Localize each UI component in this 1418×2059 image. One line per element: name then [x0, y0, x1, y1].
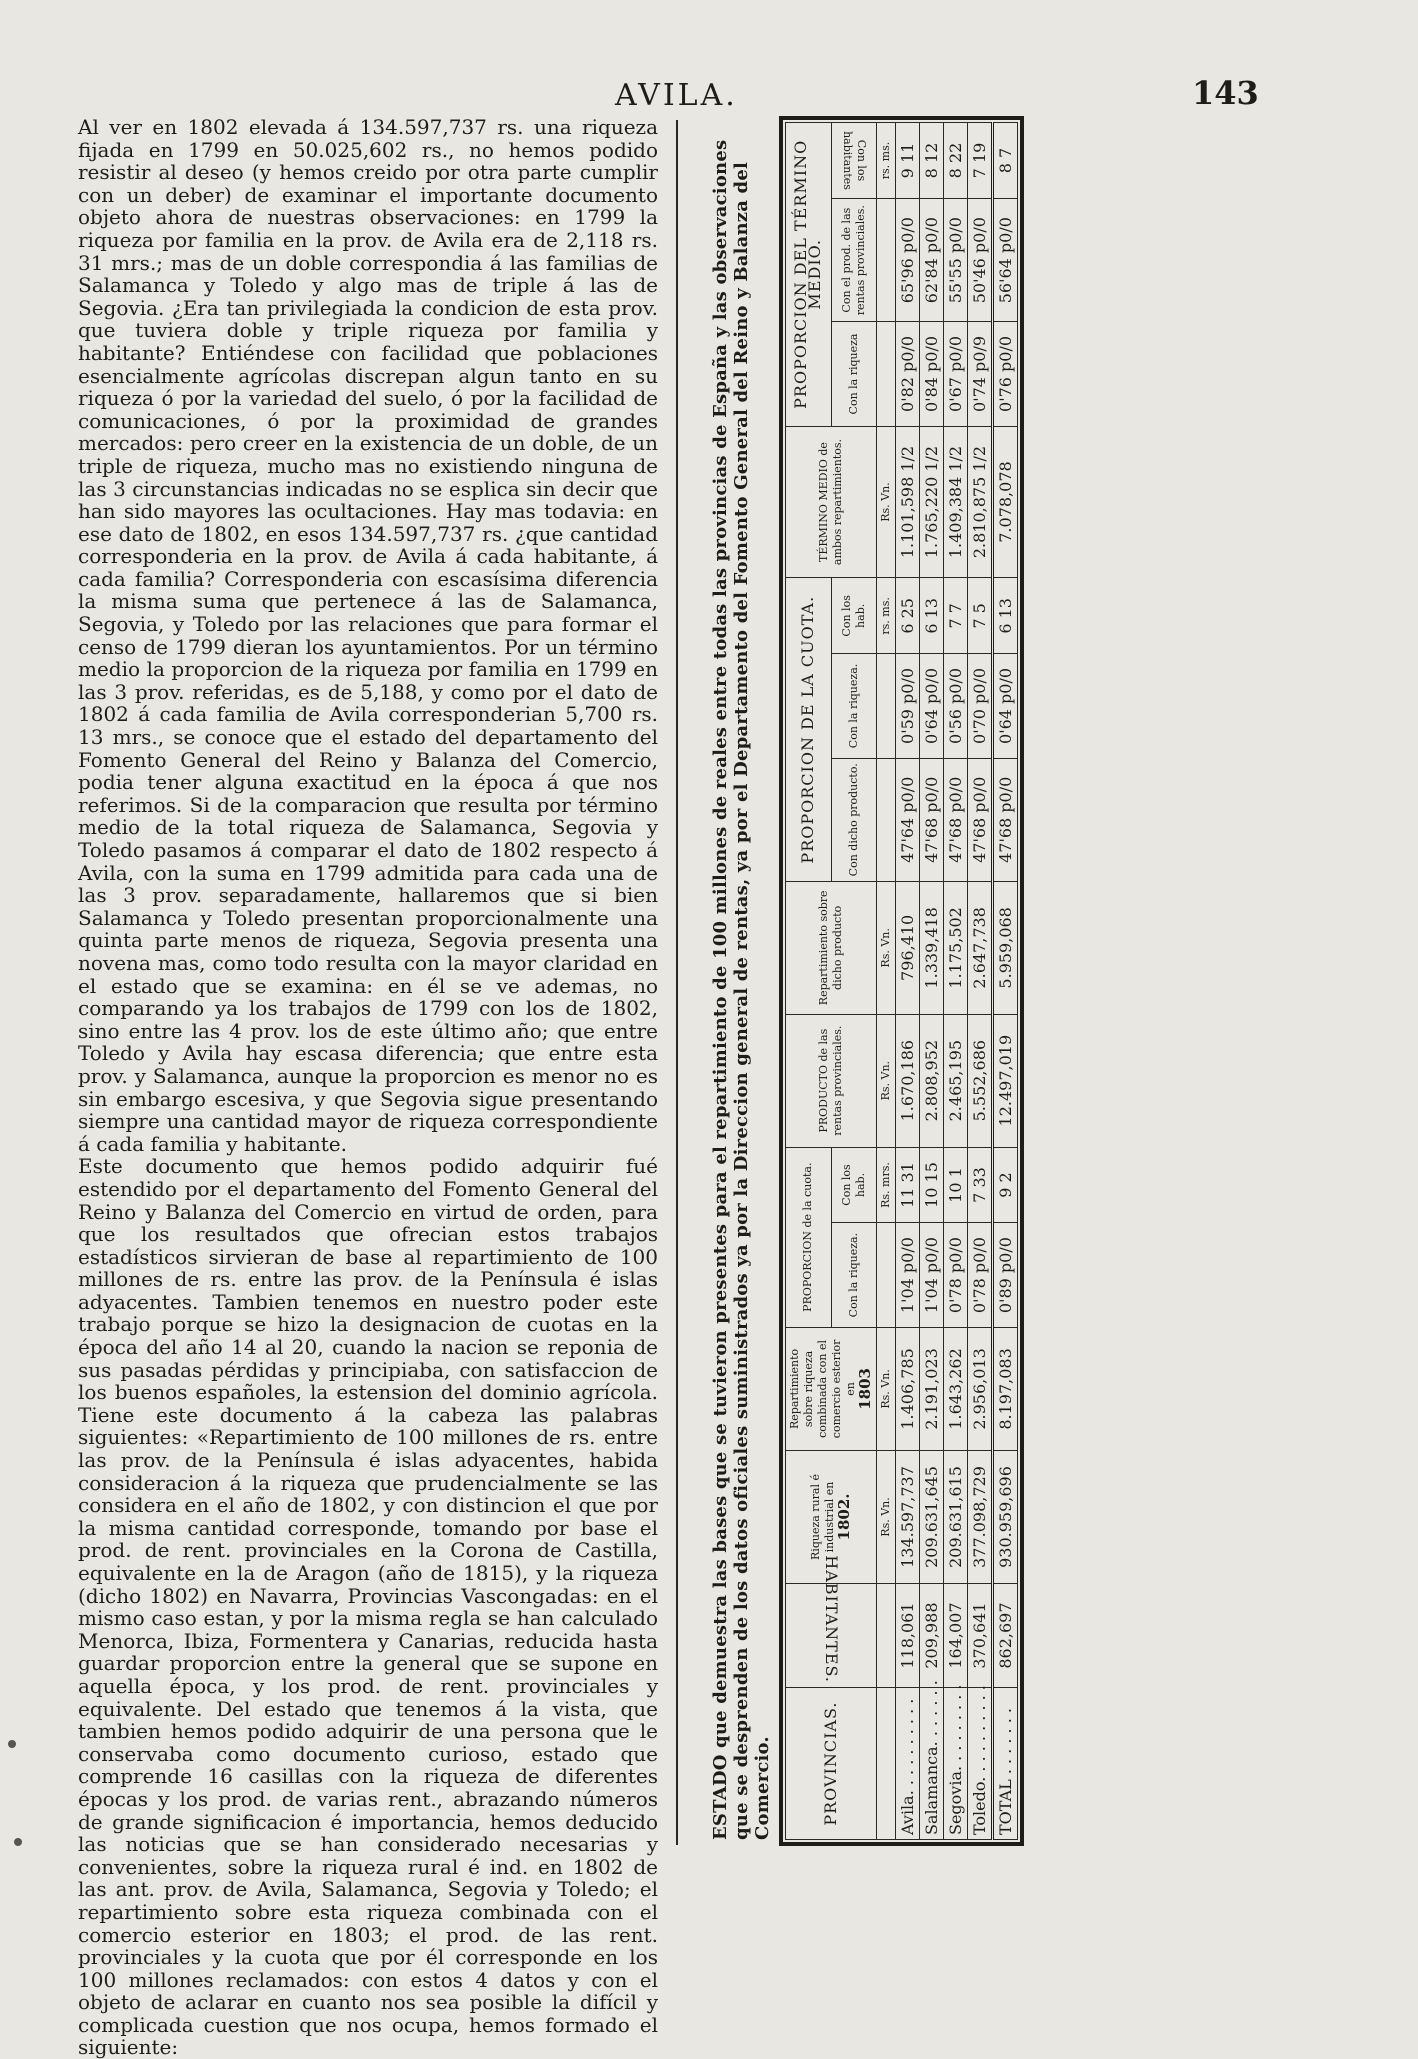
units-row [877, 123, 896, 1840]
cell-d1: 0'74 p0/9 [968, 322, 993, 426]
cell-ph: 10 1 [944, 1147, 968, 1223]
cell-c3: 6 13 [920, 578, 944, 654]
col-prop-termino: PROPORCION DEL TÉRMINO MEDIO. [786, 123, 832, 427]
margin-dot [14, 1838, 22, 1846]
cell-prov: Avila. . . . . . . . . . [896, 1688, 920, 1840]
cell-rp: 5.959,068 [993, 881, 1018, 1014]
cell-ph: 11 31 [896, 1147, 920, 1223]
cell-pr: 0'89 p0/0 [993, 1223, 1018, 1327]
cell-pr: 1'04 p0/0 [920, 1223, 944, 1327]
cell-prod: 5.552,686 [968, 1014, 993, 1147]
cell-d3: 7 19 [968, 123, 993, 199]
cell-d1: 0'82 p0/0 [896, 322, 920, 426]
cell-tm: 1.409,384 1/2 [944, 426, 968, 578]
cell-pr: 1'04 p0/0 [896, 1223, 920, 1327]
unit: Rs. Vn. [877, 1451, 896, 1584]
cell-c1: 47'68 p0/0 [968, 758, 993, 881]
cell-d3: 8 7 [993, 123, 1018, 199]
col-provincias: PROVINCIAS. [786, 1688, 877, 1840]
cell-riq: 930.959,696 [993, 1451, 1018, 1584]
table-row [968, 123, 993, 1840]
cell-c2: 0'70 p0/0 [968, 654, 993, 758]
cell-d2: 56'64 p0/0 [993, 199, 1018, 322]
cell-riq: 209.631,615 [944, 1451, 968, 1584]
cell-rp: 796,410 [896, 881, 920, 1014]
cell-ph: 9 2 [993, 1147, 1018, 1223]
cell-hab: 862,697 [993, 1583, 1018, 1687]
cell-rep: 2.956,013 [968, 1327, 993, 1450]
col-prop-cuota-b: PROPORCION DE LA CUOTA. [786, 578, 832, 882]
unit: Rs. mrs. [877, 1147, 896, 1223]
table-title: ESTADO que demuestra las bases que se tuvieron presentes para el repartimiento de 100 millones de reales entre todas las provincias de España y las observaciones que se desprenden de los datos oficiales suministrados ya por la Direccion general de rentas, ya por el Departamento del Fomento General del Reino y Balanza del Comercio. [710, 139, 773, 1840]
sub-con-riqueza-a: Con la riqueza. [831, 1223, 877, 1327]
col-reparto-producto: Repartimiento sobre dicho producto [786, 881, 877, 1014]
sub-con-riqueza-b: Con la riqueza. [831, 654, 877, 758]
table-row [896, 123, 920, 1840]
cell-prov: Toledo. . . . . . . . . . [968, 1688, 993, 1840]
cell-rep: 8.197,083 [993, 1327, 1018, 1450]
cell-tm: 1.101,598 1/2 [896, 426, 920, 578]
cell-c3: 7 7 [944, 578, 968, 654]
cell-d1: 0'76 p0/0 [993, 322, 1018, 426]
col-riqueza: Riqueza rural é industrial en 1802. [786, 1451, 877, 1584]
sub-con-dicho: Con dicho producto. [831, 758, 877, 881]
page-header-title: AVILA. [615, 78, 738, 113]
cell-c2: 0'56 p0/0 [944, 654, 968, 758]
margin-dot [8, 1740, 16, 1748]
col-reparto-1803: Repartimiento sobre riqueza combinada con el comercio esterior en 1803 [786, 1327, 877, 1450]
total-row [993, 123, 1018, 1840]
cell-rep: 1.643,262 [944, 1327, 968, 1450]
cell-d2: 55'55 p0/0 [944, 199, 968, 322]
cell-hab: 209,988 [920, 1583, 944, 1687]
cell-c1: 47'68 p0/0 [920, 758, 944, 881]
col-prop-cuota-a: PROPORCION de la cuota. [786, 1147, 832, 1327]
cell-tm: 1.765,220 1/2 [920, 426, 944, 578]
sub-con-hab-b: Con los hab. [831, 578, 877, 654]
cell-tm: 2.810,875 1/2 [968, 426, 993, 578]
col-termino: TÉRMINO MEDIO de ambos repartimientos. [786, 426, 877, 578]
cell-c3: 6 25 [896, 578, 920, 654]
cell-prov: Segovia. . . . . . . . . [944, 1688, 968, 1840]
body-text-column: Al ver en 1802 elevada á 134.597,737 rs. una riqueza fijada en 1799 en 50.025,602 rs., no hemos podido resistir al deseo (y hemos creido por otra parte cumplir con un deber) de examinar el importante documento objeto ahora de nuestras observaciones: en 1799 la riqueza por familia en la prov. de Avila era de 2,118 rs. 31 mrs.; mas de un doble correspondia á las familias de Salamanca y Toledo y algo mas de triple á las de Segovia. ¿Era tan privilegiada la condicion de esta prov. que tuviera doble y triple riqueza por familia y habitante? Entiéndese con facilidad que poblaciones esencialmente agrícolas discrepan algun tanto en su riqueza ó por la variedad del suelo, ó por la facilidad de comunicaciones, ó por la proximidad de grandes mercados: pero creer en la existencia de un doble, de un triple de riqueza, mucho mas no existiendo ninguna de las 3 circunstancias indicadas no se esplica sin decir que han sido mayores las ocultaciones. Hay mas todavia: en ese dato de 1802, en esos 134.597,737 rs. ¿que cantidad corresponderia en la prov. de Avila á cada habitante, á cada familia? Corresponderia con escasísima diferencia la misma suma que pertenece á las de Salamanca, Segovia, y Toledo por las relaciones que para formar el censo de 1799 dieran los ayuntamientos. Por un término medio la proporcion de la riqueza por familia en 1799 en las 3 prov. referidas, es de 5,188, y como por el dato de 1802 á cada familia de Avila corresponderian 5,700 rs. 13 mrs., se conoce que el estado del departamento del Fomento General del Reino y Balanza del Comercio, podia tener alguna exactitud en la época á que nos referimos. Si de la comparacion que resulta por término medio de la total riqueza de Salamanca, Segovia y Toledo pasamos á comparar el dato de 1802 respecto á Avila, con la suma en 1799 admitida para cada una de las 3 prov. separadamente, hallaremos que si bien Salamanca y Toledo presentan proporcionalmente una quinta parte menos de riqueza, Segovia presenta una novena mas, como todo resulta con la mayor claridad en el estado que se examina: en él se ve ademas, no comparando ya los trabajos de 1799 con los de 1802, sino entre las 4 prov. los de este último año; que entre Toledo y Avila hay escasa diferencia; que entre esta prov. y Salamanca, aunque la proporcion es menor no es sin embargo escesiva, y que Segovia sigue presentando siempre una cantidad mayor de riqueza correspondiente á cada familia y habitante. Este documento que hemos podido adquirir fué estendido por el departamento del Fomento General del Reino y Balanza del Comercio en virtud de orden, para que los resultados que ofrecian estos trabajos estadísticos sirvieran de base al repartimiento de 100 millones de rs. entre las prov. de la Península é islas adyacentes. Tambien tenemos en nuestro poder este trabajo porque se hizo la designacion de cuotas en la época del año 14 al 20, cuando la nacion se reponia de sus pasadas pérdidas y principiaba, con satisfaccion de los buenos españoles, la estension del dominio agrícola. Tiene este documento á la cabeza las palabras siguientes: «Repartimiento de 100 millones de rs. entre las prov. de la Península é islas adyacentes, habida consideracion á la riqueza que prudencialmente se las considera en el año de 1802, y con distincion el que por la misma cantidad corresponde, tomando por base el prod. de rent. provinciales en la Corona de Castilla, equivalente en la de Aragon (año de 1815), y la riqueza (dicho 1802) en Navarra, Provincias Vascongadas: en el mismo caso estan, y por la misma regla se han calculado Menorca, Ibiza, Formentera y Canarias, reducida hasta guardar proporcion entre la general que se supone en aquella época, y los prod. de rent. provinciales y equivalente. Del estado que tenemos á la vista, que tambien hemos podido adquirir de una persona que le conservaba como documento curioso, estado que comprende 16 casillas con la riqueza de diferentes épocas y los prod. de varias rent., abrazando números de grande significacion é importancia, hemos deducido las noticias que se han considerado necesarias y convenientes, sobre la riqueza rural é ind. en 1802 de las ant. prov. de Avila, Salamanca, Segovia y Toledo; el repartimiento sobre esta riqueza combinada con el comercio esterior en 1803; el prod. de las rent. provinciales y la cuota que por él corresponde en los 100 millones reclamados: con estos 4 datos y con el objeto de aclarar en cuanto nos sea posible la difícil y complicada cuestion que nos ocupa, hemos formado el siguiente: [78, 115, 658, 2059]
cell-hab: 370,641 [968, 1583, 993, 1687]
col-habitantes: HABITANTES. [786, 1583, 877, 1687]
cell-riq: 209.631,645 [920, 1451, 944, 1584]
cell-c1: 47'68 p0/0 [944, 758, 968, 881]
cell-d3: 8 22 [944, 123, 968, 199]
cell-hab: 164,007 [944, 1583, 968, 1687]
sub-con-prod-c: Con el prod. de las rentas provinciales. [831, 199, 877, 322]
cell-tm: 7.078,078 [993, 426, 1018, 578]
cell-c2: 0'64 p0/0 [993, 654, 1018, 758]
cell-ph: 10 15 [920, 1147, 944, 1223]
cell-prod: 2.465,195 [944, 1014, 968, 1147]
cell-c1: 47'64 p0/0 [896, 758, 920, 881]
cell-c1: 47'68 p0/0 [993, 758, 1018, 881]
unit: rs. ms. [877, 123, 896, 199]
table-row [944, 123, 968, 1840]
sub-con-riqueza-c: Con la riqueza [831, 322, 877, 426]
estado-table [785, 122, 1018, 1840]
unit: rs. ms. [877, 578, 896, 654]
cell-c3: 6 13 [993, 578, 1018, 654]
cell-d3: 8 12 [920, 123, 944, 199]
cell-prov: Salamanca. . . . . . . [920, 1688, 944, 1840]
unit: Rs. Vn. [877, 1014, 896, 1147]
cell-d2: 65'96 p0/0 [896, 199, 920, 322]
rotated-table-block [710, 116, 1322, 1846]
column-divider [676, 120, 678, 1845]
cell-rp: 1.175,502 [944, 881, 968, 1014]
cell-d2: 50'46 p0/0 [968, 199, 993, 322]
cell-pr: 0'78 p0/0 [968, 1223, 993, 1327]
cell-d2: 62'84 p0/0 [920, 199, 944, 322]
unit: Rs. Vn. [877, 426, 896, 578]
cell-d1: 0'67 p0/0 [944, 322, 968, 426]
cell-rp: 1.339,418 [920, 881, 944, 1014]
cell-d3: 9 11 [896, 123, 920, 199]
cell-hab: 118,061 [896, 1583, 920, 1687]
sub-con-hab-c: Con los habitantes [831, 123, 877, 199]
cell-riq: 377.098,729 [968, 1451, 993, 1584]
cell-prod: 1.670,186 [896, 1014, 920, 1147]
table-body [896, 123, 1018, 1840]
cell-c3: 7 5 [968, 578, 993, 654]
header-row-1 [786, 123, 832, 1840]
cell-prov: TOTAL . . . . . . . [993, 1688, 1018, 1840]
cell-d1: 0'84 p0/0 [920, 322, 944, 426]
cell-rp: 2.647,738 [968, 881, 993, 1014]
cell-ph: 7 33 [968, 1147, 993, 1223]
page-number: 143 [1192, 74, 1259, 112]
cell-prod: 12.497,019 [993, 1014, 1018, 1147]
unit: Rs. Vn. [877, 881, 896, 1014]
cell-rep: 2.191,023 [920, 1327, 944, 1450]
cell-rep: 1.406,785 [896, 1327, 920, 1450]
unit: Rs. Vn. [877, 1327, 896, 1450]
sub-con-hab-a: Con los hab. [831, 1147, 877, 1223]
cell-prod: 2.808,952 [920, 1014, 944, 1147]
cell-c2: 0'64 p0/0 [920, 654, 944, 758]
table-row [920, 123, 944, 1840]
cell-c2: 0'59 p0/0 [896, 654, 920, 758]
table-frame [779, 116, 1024, 1846]
col-producto: PRODUCTO de las rentas provinciales. [786, 1014, 877, 1147]
cell-riq: 134.597,737 [896, 1451, 920, 1584]
cell-pr: 0'78 p0/0 [944, 1223, 968, 1327]
